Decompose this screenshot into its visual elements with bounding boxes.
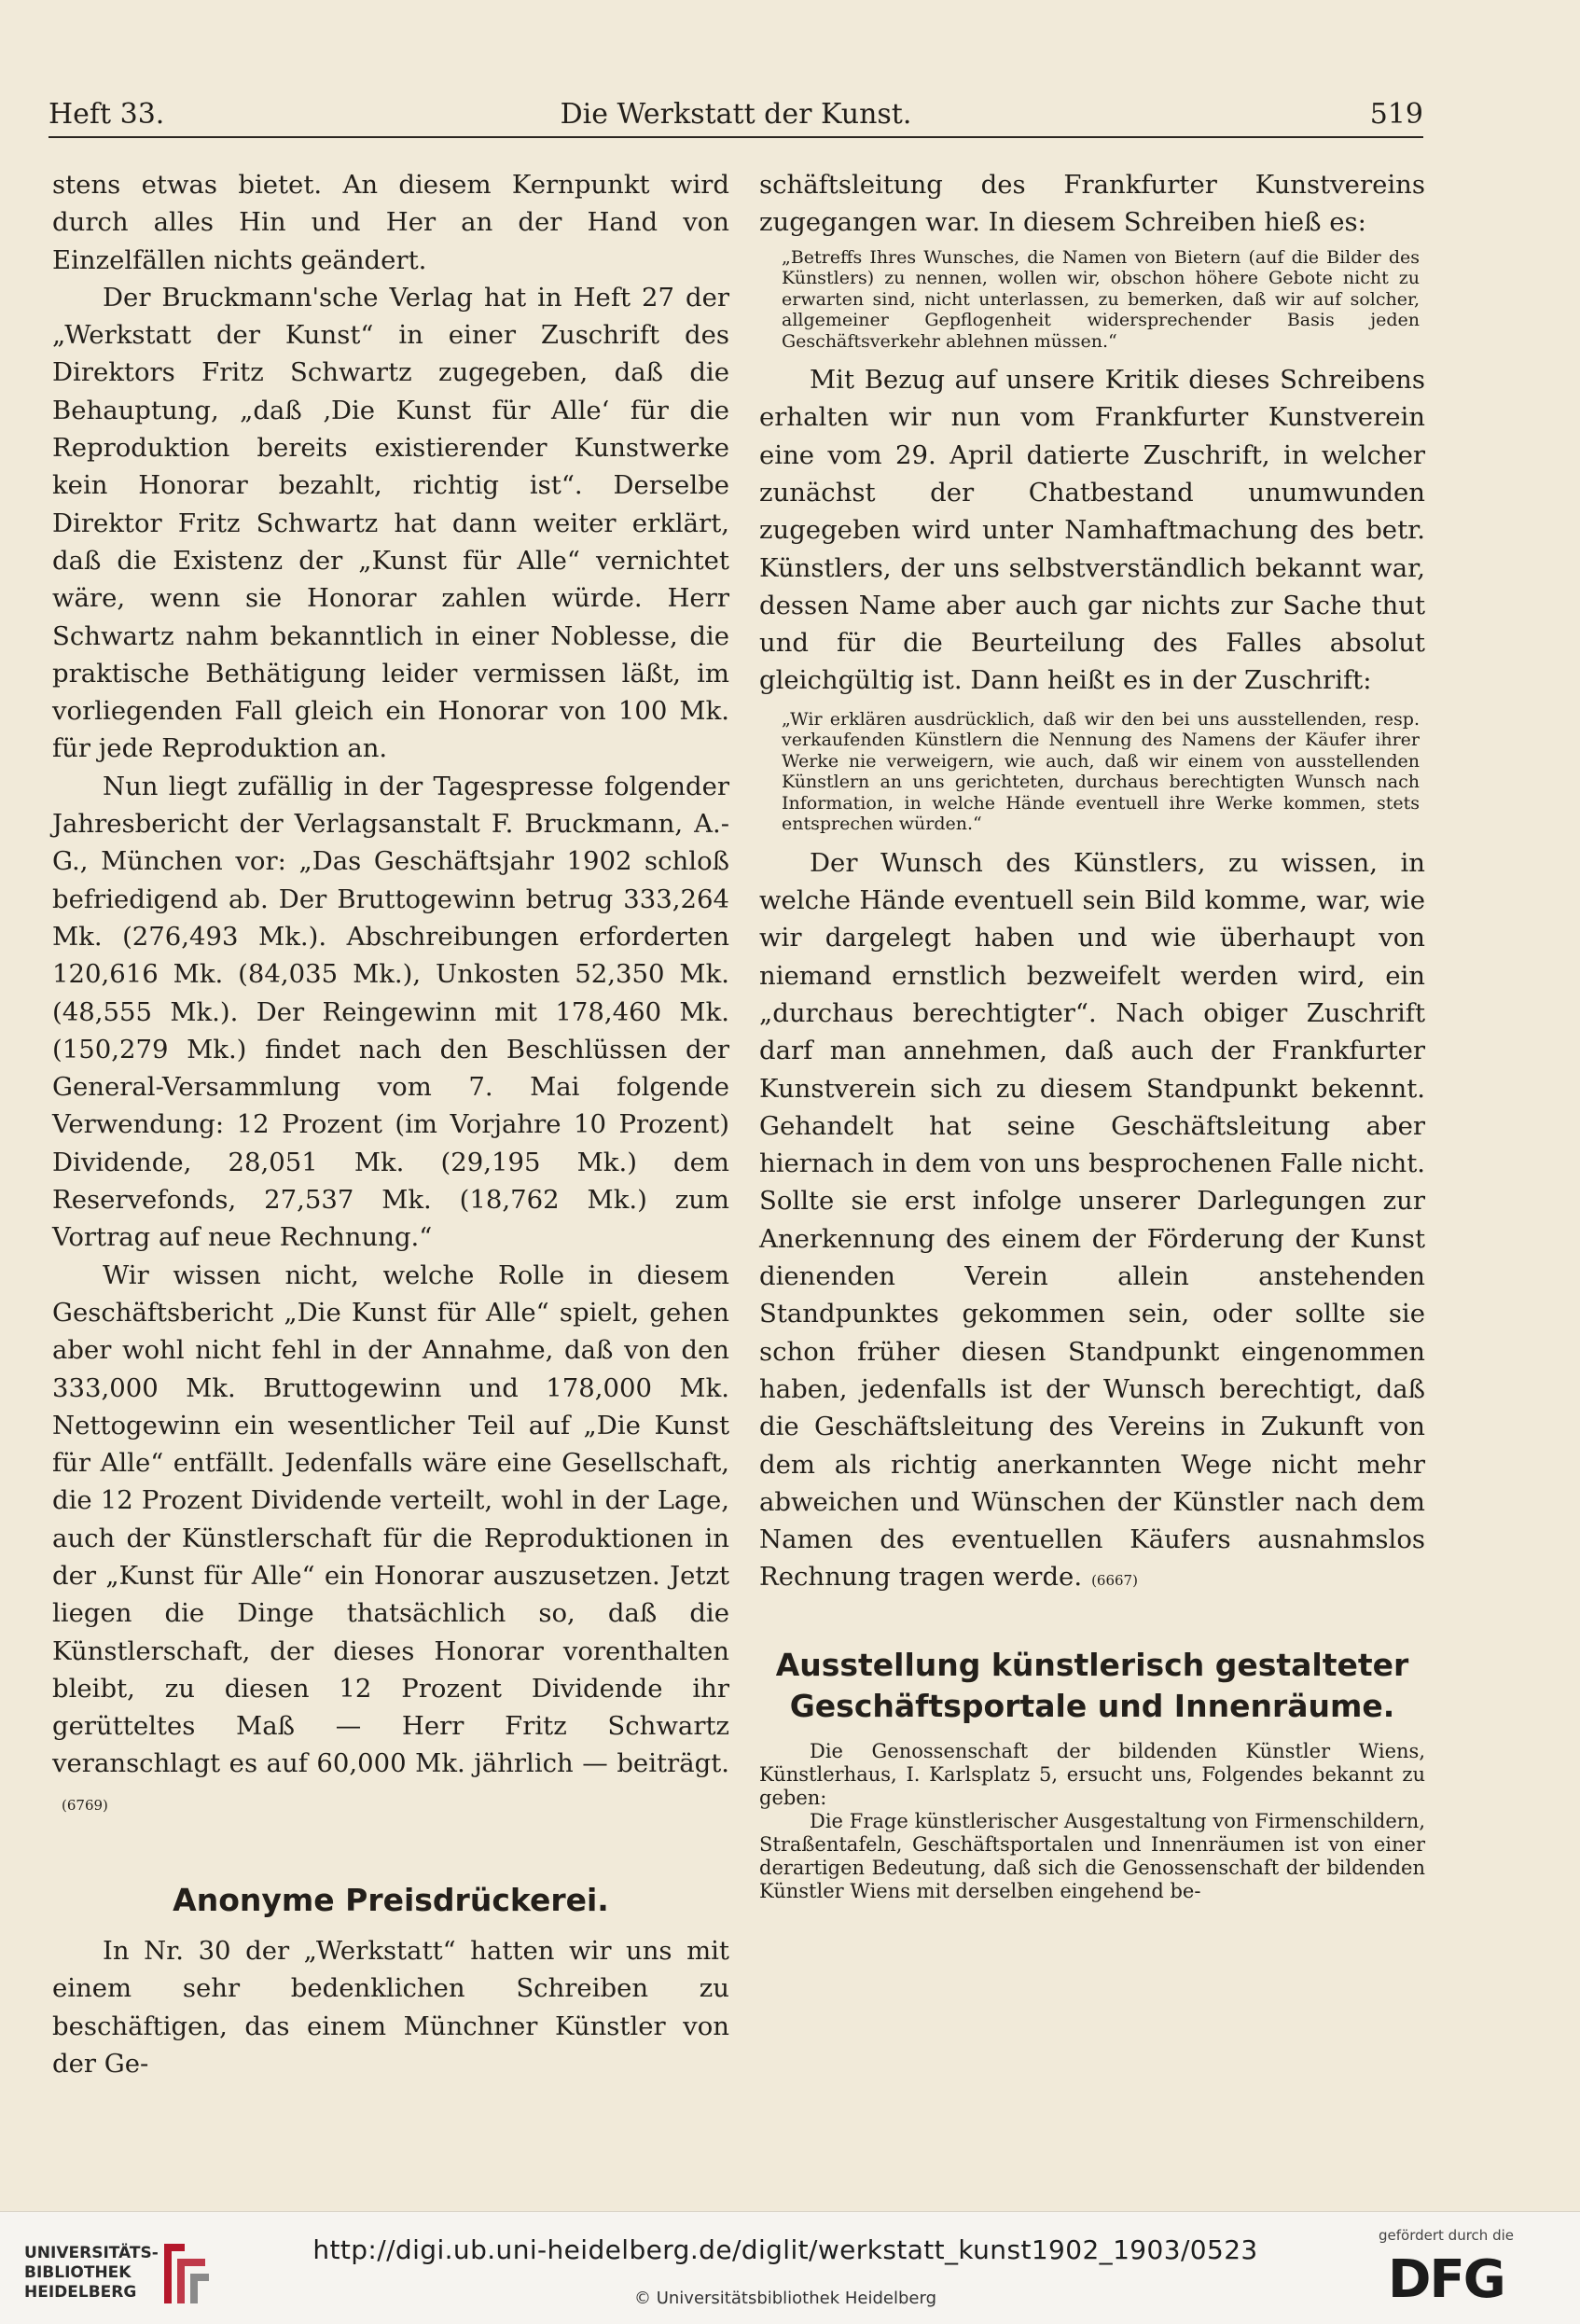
paragraph: Die Frage künstlerischer Ausgestaltung von Firmenschildern, Straßentafeln, Geschäftsportalen und Innenräumen ist von einer derartigen Bedeutung, daß sich die Genossenschaft der bildenden Künstler Wiens mit derselben eingehend be- <box>759 1809 1425 1902</box>
paragraph <box>759 844 1425 1600</box>
paragraph: stens etwas bietet. An diesem Kernpunkt wird durch alles Hin und Her an der Hand von Einzelfällen nichts geändert. <box>52 170 729 275</box>
library-name-line: HEIDELBERG <box>24 2283 137 2302</box>
funding-note: gefördert durch die <box>1379 2227 1514 2244</box>
paragraph-text: Wir wissen nicht, welche Rolle in diesem Geschäftsbericht „Die Kunst für Alle“ spielt, gehen aber wohl nicht fehl in der Annahme, daß von den 333,000 Mk. Bruttogewinn und 178,000 Mk. Nettogewinn ein wesentlicher Teil auf „Die Kunst für Alle“ entfällt. Jedenfalls wäre eine Gesellschaft, die 12 Prozent Dividende verteilt, wohl in der Lage, auch der Künstlerschaft für die Reproduktionen in der „Kunst für Alle“ ein Honorar auszusetzen. Jetzt liegen die Dinge thatsächlich so, daß die Künstlerschaft, der dieses Honorar vorenthalten bleibt, zu diesen 12 Prozent Dividende ihr gerütteltes Maß — Herr Fritz Schwartz veranschlagt es auf 60,000 Mk. jährlich — beiträgt. <box>52 1259 729 1779</box>
dfg-logo[interactable]: DFG <box>1388 2249 1504 2310</box>
library-emblem-icon <box>157 2240 213 2307</box>
paragraph: Der Bruckmann'sche Verlag hat in Heft 27 der „Werkstatt der Kunst“ in einer Zuschrift des Direktors Fritz Schwartz zugegeben, daß die Behauptung, „daß ‚Die Kunst für Alle‘ für die Reproduktion bereits existierender Kunstwerke kein Honorar bezahlt, richtig ist“. Derselbe Direktor Fritz Schwartz hat dann weiter erklärt, daß die Existenz der „Kunst für Alle“ vernichtet wäre, wenn sie Honorar zahlen würde. Herr Schwartz nahm bekanntlich in einer Noblesse, die praktische Bethätigung leider vermissen läßt, im vorliegenden Fall gleich ein Honorar von 100 Mk. für jede Reproduktion an. <box>52 282 729 764</box>
page-number: 519 <box>1369 98 1423 131</box>
issue-number: Heft 33. <box>49 98 165 131</box>
library-logo[interactable] <box>24 2244 159 2303</box>
article-heading: Anonyme Preisdrückerei. <box>173 1882 609 1919</box>
permalink-url[interactable]: http://digi.ub.uni-heidelberg.de/diglit/werkstatt_kunst1902_1903/0523 <box>312 2234 1258 2265</box>
paragraph: Mit Bezug auf unsere Kritik dieses Schreibens erhalten wir nun vom Frankfurter Kunstverein eine vom 29. April datierte Zuschrift, in welcher zunächst der Chatbestand unumwunden zugegeben wird unter Namhaftmachung des betr. Künstlers, der uns selbstverständlich bekannt war, dessen Name aber auch gar nichts zur Sache thut und für die Beurteilung des Falles absolut gleichgültig ist. Dann heißt es in der Zuschrift: <box>759 365 1425 696</box>
right-column <box>759 166 1425 1903</box>
paragraph: schäftsleitung des Frankfurter Kunstvereins zugegangen war. In diesem Schreiben hieß es: <box>759 170 1425 238</box>
reference-number: (6769) <box>62 1796 108 1814</box>
library-name-line: UNIVERSITÄTS- <box>24 2244 159 2262</box>
reference-number: (6667) <box>1091 1572 1138 1590</box>
paragraph: In Nr. 30 der „Werkstatt“ hatten wir uns mit einem sehr bedenklichen Schreiben zu beschäftigen, das einem Münchner Künstler von der Ge- <box>52 1936 729 2079</box>
running-header <box>49 91 1423 138</box>
journal-title: Die Werkstatt der Kunst. <box>560 98 912 131</box>
paragraph: Nun liegt zufällig in der Tagespresse folgender Jahresbericht der Verlagsanstalt F. Bruckmann, A.-G., München vor: „Das Geschäftsjahr 1902 schloß befriedigend ab. Der Bruttogewinn betrug 333,264 Mk. (276,493 Mk.). Abschreibungen erforderten 120,616 Mk. (84,035 Mk.), Unkosten 52,350 Mk. (48,555 Mk.). Der Reingewinn mit 178,460 Mk. (150,279 Mk.) findet nach den Beschlüssen der General-Versammlung vom 7. Mai folgende Verwendung: 12 Prozent (im Vorjahre 10 Prozent) Dividende, 28,051 Mk. (29,195 Mk.) dem Reservefonds, 27,537 Mk. (18,762 Mk.) zum Vortrag auf neue Rechnung.“ <box>52 771 729 1253</box>
copyright-notice: © Universitätsbibliothek Heidelberg <box>633 2289 936 2308</box>
paragraph <box>52 1257 729 1824</box>
article-heading: Ausstellung künstlerisch gestalteter Geschäftsportale und Innenräume. <box>775 1646 1409 1724</box>
library-name-line: BIBLIOTHEK <box>24 2263 132 2282</box>
paragraph: Die Genossenschaft der bildenden Künstler Wiens, Künstlerhaus, I. Karlsplatz 5, ersucht uns, Folgendes bekannt zu geben: <box>759 1739 1425 1809</box>
block-quote: „Betreffs Ihres Wunsches, die Namen von Bietern (auf die Bilder des Künstlers) zu nennen, wollen wir, obschon höhere Gebote nicht zu erwarten sind, nicht unterlassen, zu bemerken, daß wir auf solcher, allgemeiner Gepflogenheit widersprechender Basis jeden Geschäftsverkehr ablehnen müssen.“ <box>782 246 1420 352</box>
left-column <box>52 166 729 2082</box>
paragraph-text: Der Wunsch des Künstlers, zu wissen, in welche Hände eventuell sein Bild komme, war, wie wir dargelegt haben und wie überhaupt von niemand ernstlich bezweifelt werden wird, ein „durchaus berechtigter“. Nach obiger Zuschrift darf man annehmen, daß auch der Frankfurter Kunstverein sich zu diesem Standpunkt bekennt. Gehandelt hat seine Geschäftsleitung aber hiernach in dem von uns besprochenen Falle nicht. Sollte sie erst infolge unserer Darlegungen zur Anerkennung des einem der Förderung der Kunst dienenden Verein allein anstehenden Standpunktes gekommen sein, oder sollte sie schon früher diesen Standpunkt eingenommen haben, jedenfalls ist der Wunsch berechtigt, daß die Geschäftsleitung des Vereins in Zukunft von dem als richtig anerkannten Wege nicht mehr abweichen und Wünschen der Künstler nach dem Namen des eventuellen Käufers ausnahmslos Rechnung tragen werde. <box>759 847 1425 1593</box>
block-quote: „Wir erklären ausdrücklich, daß wir den bei uns ausstellenden, resp. verkaufenden Künstlern die Nennung des Namens der Käufer ihrer Werke nie verweigern, wie auch, daß wir einem von ausstellenden Künstlern an uns gerichteten, durchaus berechtigten Wunsch nach Information, in welche Hände eventuell ihre Werke kommen, stets entsprechen würden.“ <box>782 708 1420 835</box>
viewer-footer <box>0 2211 1580 2324</box>
